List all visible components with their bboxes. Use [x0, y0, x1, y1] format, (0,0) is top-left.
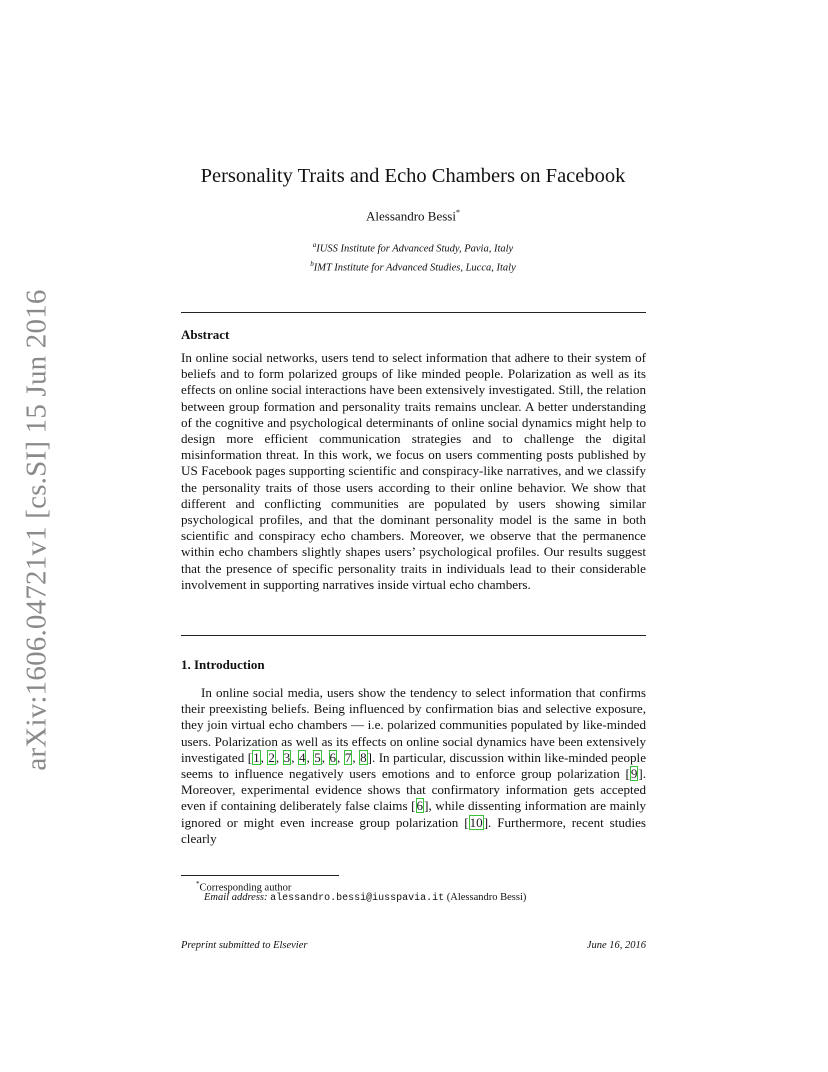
- citation-link[interactable]: 8: [360, 749, 367, 765]
- affiliation-mark-a: a: [312, 241, 317, 249]
- citation-link[interactable]: 4: [298, 749, 306, 765]
- affiliation-a: [180, 238, 646, 257]
- footer-date: June 16, 2016: [586, 940, 646, 951]
- intro-text-1: In online social media, users show the tendency to select information that confirms their preexisting beliefs. Being influenced by confirmation bias and selective exposure, they join virtual echo chambers — i.e. polarized communities populated by like-minded users. Polarization as well as its effects on online social dynamics have been extensively investigated [: [181, 685, 646, 765]
- citation-link[interactable]: 5: [314, 749, 321, 765]
- affiliation-text-b: IMT Institute for Advanced Studies, Lucca, Italy: [313, 262, 516, 273]
- citation-link[interactable]: 2: [268, 749, 275, 765]
- email-owner: (Alessandro Bessi): [446, 892, 527, 903]
- citation-separator: ,: [306, 749, 314, 765]
- footnote-email: [204, 891, 526, 906]
- intro-text-5: ]. Furthermore, recent studies clearly: [181, 814, 647, 846]
- citation-separator: ,: [352, 749, 360, 765]
- introduction-heading: 1. Introduction: [181, 657, 265, 672]
- citation-separator: ,: [260, 749, 268, 765]
- abstract-bottom-rule: [181, 635, 646, 636]
- abstract-text: In online social networks, users tend to select information that adhere to their system of beliefs and to form polarized groups of like minded people. Polarization as well as its effects on online social interactions have been extensively investigated. Still, the relation between group formation and personality traits remains unclear. A better understanding of the cognitive and psychological determinants of online social dynamics might help to design more efficient communication strategies and to challenge the digital misinformation threat. In this work, we focus on users commenting posts published by US Facebook pages supporting scientific and conspiracy-like narratives, and we classify the personality traits of those users according to their online behavior. We show that different and conflicting communities are populated by users showing similar psychological profiles, and that the dominant personality model is the same in both scientific and conspiracy echo chambers. Moreover, we observe that the permanence within echo chambers slightly shapes users’ psychological profiles. Our results suggest that the presence of specific personality traits in individuals lead to their considerable involvement in supporting narratives inside virtual echo chambers.: [181, 350, 646, 592]
- citation-link[interactable]: 6: [329, 749, 337, 765]
- abstract-heading: Abstract: [181, 327, 230, 342]
- affiliation-mark-b: b: [310, 259, 314, 268]
- affiliations: [180, 238, 646, 275]
- intro-text-2: ]. In particular, discussion within like-minded people seems to influence negatively users emotions and to enforce group polarization [: [181, 749, 647, 782]
- citation-link[interactable]: 1: [253, 749, 260, 765]
- footnote-rule: [181, 875, 339, 876]
- citation-link[interactable]: 3: [283, 749, 291, 765]
- email-address-link[interactable]: alessandro.bessi@iusspavia.it: [270, 893, 445, 904]
- footnote-corresponding-text: Corresponding author: [199, 882, 292, 894]
- arxiv-identifier: arXiv:1606.04721v1 [cs.SI] 15 Jun 2016: [20, 289, 53, 771]
- paper-title: Personality Traits and Echo Chambers on Facebook: [200, 165, 626, 187]
- citation-separator: ,: [337, 749, 344, 765]
- author-line: [180, 208, 646, 224]
- intro-text-3: ]. Moreover, experimental evidence shows that confirmatory information gets accepted even if containing deliberately false claims [: [181, 766, 646, 814]
- intro-text-4: ], while dissenting information are mainly ignored or might even increase group polarization [: [181, 798, 646, 830]
- citation-link[interactable]: 6: [416, 798, 424, 814]
- introduction-paragraph: [181, 685, 646, 847]
- citation-separator: ,: [275, 749, 283, 765]
- abstract-top-rule: [181, 312, 646, 313]
- footnote-mark: *: [196, 880, 200, 888]
- affiliation-b: [180, 257, 646, 276]
- affiliation-text-a: IUSS Institute for Advanced Study, Pavia, Italy: [316, 243, 514, 255]
- author-name: Alessandro Bessi: [366, 208, 456, 224]
- email-label: Email address:: [204, 892, 268, 903]
- citation-link[interactable]: 9: [630, 766, 638, 782]
- citation-separator: ,: [291, 749, 298, 765]
- citation-group-1: [252, 750, 368, 765]
- footer-preprint-note: Preprint submitted to Elsevier: [181, 940, 308, 951]
- citation-link[interactable]: 10: [469, 814, 483, 830]
- author-footnote-mark[interactable]: *: [455, 208, 460, 217]
- citation-separator: ,: [321, 749, 329, 765]
- citation-link[interactable]: 7: [344, 749, 352, 765]
